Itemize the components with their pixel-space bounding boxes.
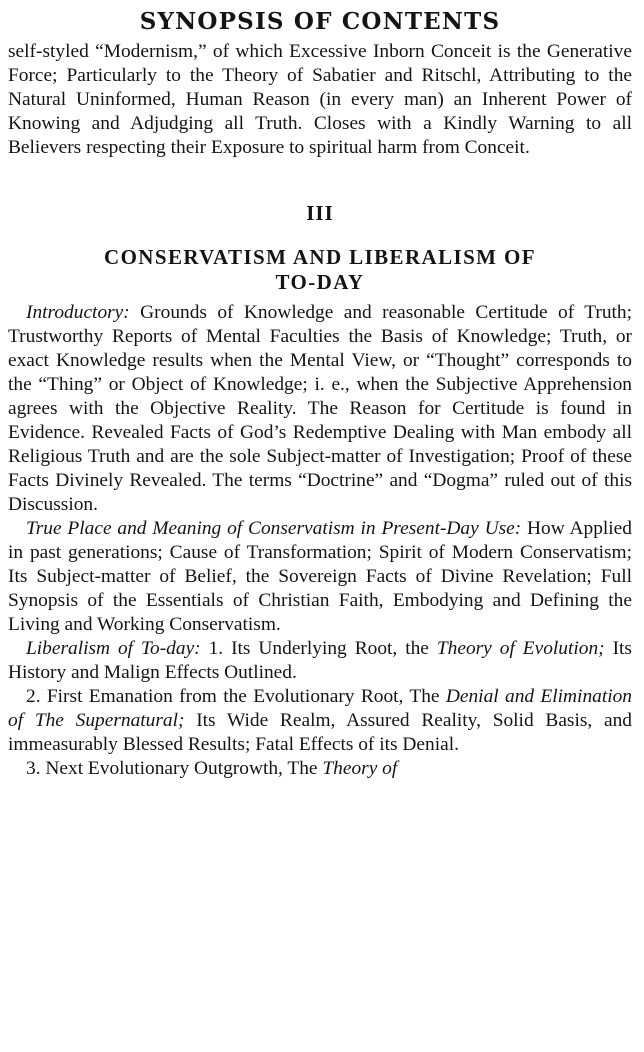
chapter-number: III: [306, 201, 334, 225]
paragraph-text: Its Wide Realm, Assured Reality, Solid Basis, and immeasurably Blessed Results; Fatal Effects of its Denial.: [8, 710, 632, 755]
document-page: [8, 4, 632, 781]
running-head: SYNOPSIS OF CONTENTS: [139, 8, 501, 35]
paragraph-text: 2. First Emanation from the Evolutionary Root, The: [26, 686, 446, 707]
paragraph-lead: Introductory:: [26, 302, 130, 323]
paragraph-text: Grounds of Knowledge and reasonable Certitude of Truth; Trustworthy Reports of Mental Faculties the Basis of Knowledge; Truth, or exact Knowledge results when the Mental View, or “Thought” corresponds to the “Thing” or Object of Knowledge; i. e., when the Subjective Apprehension agrees with the Objective Reality. The Reason for Certitude is found in Evidence. Revealed Facts of God’s Redemptive Dealing with Man embody all Religious Truth and are the sole Subject-matter of Investigation; Proof of these Facts Divinely Revealed. The terms “Doctrine” and “Dogma” ruled out of this Discussion.: [8, 302, 632, 515]
paragraph-lead: Liberalism of To-day:: [26, 638, 201, 659]
paragraph-evolutionary-outgrowth: [8, 757, 632, 781]
chapter-title-line-2: TO-DAY: [275, 270, 365, 294]
paragraph-conservatism: [8, 517, 632, 637]
opening-paragraph: self-styled “Modernism,” of which Excessive Inborn Conceit is the Generative Force; Particularly to the Theory of Sabatier and Ritschl, Attributing to the Natural Uninformed, Human Reason (in every man) an Inherent Power of Knowing and Adjudging all Truth. Closes with a Kindly Warning to all Believers respecting their Exposure to spiritual harm from Conceit.: [8, 41, 632, 158]
chapter-title: [8, 245, 632, 295]
paragraph-text: How Applied in past generations; Cause of Transformation; Spirit of Modern Conservatism; Its Subject-matter of Belief, the Sovereign Facts of Divine Revelation; Full Synopsis of the Essentials of Christian Faith, Embodying and Defining the Living and Working Conservatism.: [8, 518, 632, 635]
paragraph-italic: Denial and Elimination of The Supernatural;: [8, 686, 632, 731]
paragraph-italic: Theory of: [322, 758, 398, 779]
paragraph-supernatural: [8, 685, 632, 757]
paragraph-italic: Theory of Evolution;: [436, 638, 605, 659]
paragraph-introductory: [8, 301, 632, 517]
chapter-title-line-1: CONSERVATISM AND LIBERALISM OF: [104, 245, 536, 269]
paragraph-text: 1. Its Underlying Root, the: [200, 638, 437, 659]
paragraph-liberalism: [8, 637, 632, 685]
paragraph-text: 3. Next Evolutionary Outgrowth, The: [26, 758, 323, 779]
paragraph-text: Its History and Malign Effects Outlined.: [8, 638, 632, 683]
paragraph-lead: True Place and Meaning of Conservatism in Present-Day Use:: [26, 518, 522, 539]
